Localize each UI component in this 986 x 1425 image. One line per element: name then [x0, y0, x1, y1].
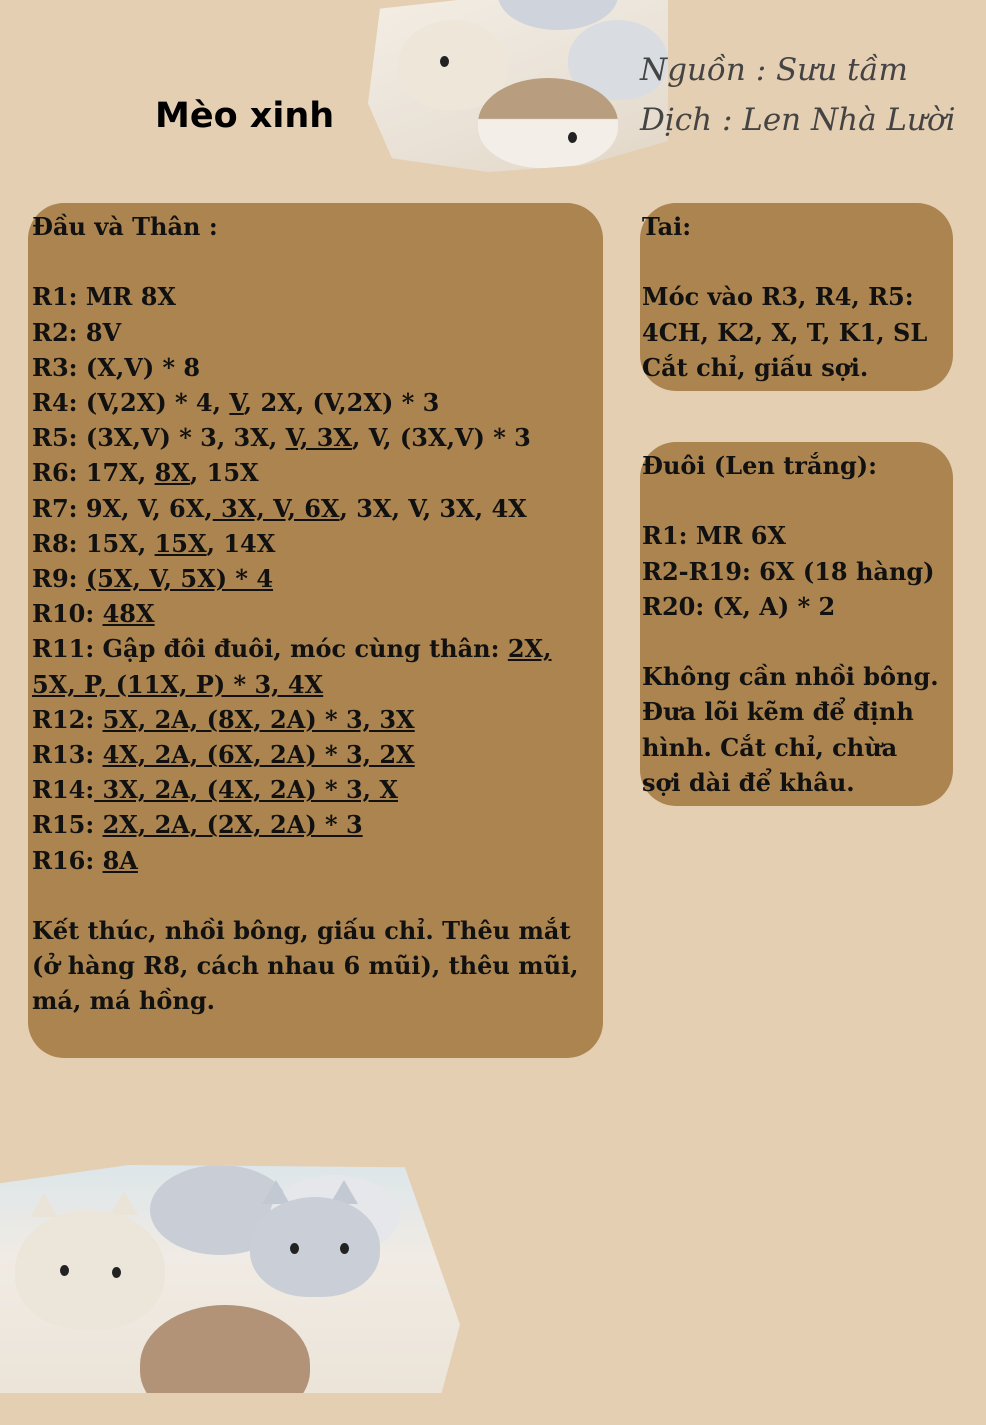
pattern-row	[32, 631, 612, 666]
crochet-cat-grey	[250, 1197, 380, 1297]
cat-ear	[110, 1191, 138, 1215]
row-segment: , 15X	[189, 458, 259, 488]
row-segment: R2: 8V	[32, 317, 122, 347]
pattern-row	[32, 807, 612, 842]
crochet-cat-cream	[15, 1210, 165, 1330]
footer-photo	[0, 1165, 460, 1393]
pattern-row	[32, 596, 612, 631]
row-segment: R8: 15X,	[32, 528, 155, 558]
pattern-row: Móc vào R3, R4, R5:	[642, 282, 914, 312]
cat-ear	[30, 1193, 58, 1217]
row-segment: , 14X	[206, 528, 276, 558]
crochet-cat-brown	[478, 78, 618, 168]
pattern-row	[32, 667, 612, 702]
section-heading: Đuôi (Len trắng):	[642, 451, 877, 480]
underlined-segment: 15X	[154, 528, 207, 558]
note-line: Không cần nhồi bông.	[642, 662, 939, 692]
underlined-segment: 3X, V, 6X	[212, 493, 340, 523]
row-segment: , 2X, (V,2X) * 3	[243, 388, 440, 417]
pattern-row	[32, 350, 612, 385]
pattern-row	[32, 737, 612, 772]
section-heading: Đầu và Thân :	[32, 212, 218, 241]
note-line: má, má hồng.	[32, 986, 215, 1016]
row-segment: R1: MR 8X	[32, 282, 177, 312]
pattern-row	[32, 772, 612, 807]
row-segment: R12:	[32, 704, 103, 734]
underlined-segment: V	[229, 388, 244, 417]
cat-eye	[568, 132, 577, 143]
underlined-segment: 3X, 2A, (4X, 2A) * 3, X	[94, 775, 398, 805]
pattern-row	[32, 702, 612, 737]
underlined-segment: V, 3X	[285, 423, 353, 453]
header-photo	[368, 0, 668, 172]
pattern-row: R20: (X, A) * 2	[642, 591, 836, 621]
row-segment: R14:	[32, 775, 95, 805]
note-line: Đưa lõi kẽm để định	[642, 697, 914, 727]
underlined-segment: 4X, 2A, (6X, 2A) * 3, 2X	[102, 740, 415, 770]
underlined-segment: 2X,	[507, 634, 552, 664]
cat-ear	[262, 1180, 290, 1204]
pattern-row	[32, 843, 612, 878]
pattern-row	[32, 420, 612, 455]
page-title: Mèo xinh	[155, 96, 335, 136]
pattern-row: 4CH, K2, X, T, K1, SL	[642, 317, 928, 347]
row-segment: R5: (3X,V) * 3, 3X,	[32, 423, 286, 453]
note-line: sợi dài để khâu.	[642, 767, 855, 797]
row-segment: , V, (3X,V) * 3	[352, 423, 531, 453]
underlined-segment: 2X, 2A, (2X, 2A) * 3	[102, 810, 363, 840]
underlined-segment: 5X, P, (11X, P) * 3, 4X	[32, 669, 324, 699]
pattern-row: R1: MR 6X	[642, 521, 787, 551]
body-pattern-text	[32, 209, 612, 1019]
row-segment: R11: Gập đôi đuôi, móc cùng thân:	[32, 634, 508, 664]
pattern-row: Cắt chỉ, giấu sợi.	[642, 352, 869, 382]
crochet-cat-brown	[140, 1305, 310, 1425]
pattern-row	[32, 385, 612, 420]
ears-pattern-text	[642, 209, 962, 385]
underlined-segment: 8A	[102, 845, 138, 875]
row-segment: R15:	[32, 810, 103, 840]
section-heading: Tai:	[642, 212, 692, 241]
row-segment: R3: (X,V) * 8	[32, 352, 201, 382]
row-segment: R4: (V,2X) * 4,	[32, 388, 230, 417]
row-segment: R16:	[32, 845, 103, 875]
cat-eye	[290, 1243, 299, 1254]
row-segment: R10:	[32, 599, 103, 629]
note-line: Kết thúc, nhồi bông, giấu chỉ. Thêu mắt	[32, 916, 571, 946]
row-segment: R6: 17X,	[32, 458, 155, 488]
note-line: (ở hàng R8, cách nhau 6 mũi), thêu mũi,	[32, 951, 579, 981]
translator-credit: Dịch : Len Nhà Lười	[640, 102, 956, 138]
row-segment: , 3X, V, 3X, 4X	[339, 493, 527, 523]
pattern-row	[32, 455, 612, 490]
source-credit: Nguồn : Sưu tầm	[640, 52, 908, 88]
pattern-row	[32, 315, 612, 350]
pattern-row	[32, 526, 612, 561]
row-segment: R13:	[32, 740, 103, 770]
cat-eye	[60, 1265, 69, 1276]
pattern-row	[32, 561, 612, 596]
tail-pattern-text	[642, 448, 972, 800]
row-segment: R7: 9X, V, 6X,	[32, 493, 213, 523]
underlined-segment: 5X, 2A, (8X, 2A) * 3, 3X	[102, 704, 415, 734]
note-line: hình. Cắt chỉ, chừa	[642, 732, 898, 762]
underlined-segment: 48X	[102, 599, 155, 629]
underlined-segment: 8X	[154, 458, 190, 488]
pattern-row: R2-R19: 6X (18 hàng)	[642, 556, 935, 586]
row-segment: R9:	[32, 564, 86, 594]
cat-eye	[112, 1267, 121, 1278]
pattern-row	[32, 491, 612, 526]
cat-eye	[440, 56, 449, 67]
underlined-segment: (5X, V, 5X) * 4	[85, 564, 274, 594]
pattern-row	[32, 279, 612, 314]
body-rows	[32, 279, 612, 877]
cat-eye	[340, 1243, 349, 1254]
